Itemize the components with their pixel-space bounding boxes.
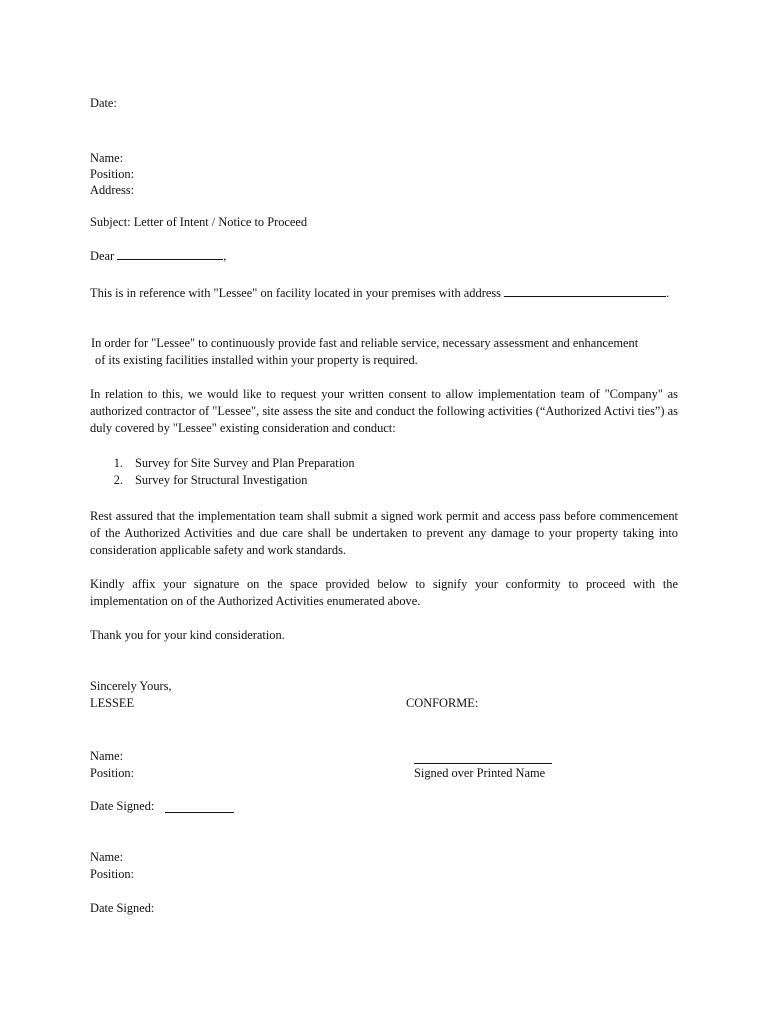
signer-1-name-label: Name: [90, 749, 124, 763]
signed-over-printed-name: Signed over Printed Name [414, 766, 546, 780]
paragraph-1-line-1: In order for "Lessee" to continuously provide fast and reliable service, necessary assessment and enhancement [91, 336, 639, 350]
thanks-line: Thank you for your kind consideration. [90, 628, 285, 642]
addressee-blank [117, 247, 223, 260]
recipient-position-label: Position: [90, 167, 135, 181]
reference-line [90, 284, 669, 302]
salutation-suffix: , [223, 249, 227, 263]
list-number-2: 2. [113, 473, 123, 487]
paragraph-2: In relation to this, we would like to request your written consent to allow implementation team of "Company" as authorized contractor of "Lessee", site assess the site and conduct the following activities (“Authorized Activi ties”) as duly covered by "Lessee" existing consideration and conduct: [90, 387, 678, 435]
recipient-address-label: Address: [90, 183, 135, 197]
reference-text: This is in reference with "Lessee" on facility located in your premises with address [90, 286, 501, 300]
lessee-label: LESSEE [90, 696, 135, 710]
address-blank [504, 284, 666, 297]
signer-2-date-signed-label: Date Signed: [90, 901, 155, 915]
signer-2-name-label: Name: [90, 850, 124, 864]
salutation-prefix: Dear [90, 249, 115, 263]
paragraph-1-line-2: of its existing facilities installed within your property is required. [95, 353, 418, 367]
list-number-1: 1. [113, 456, 123, 470]
salutation [90, 247, 226, 265]
conforme-signature-line [414, 763, 552, 764]
reference-suffix: . [666, 286, 670, 300]
paragraph-4: Kindly affix your signature on the space provided below to signify your conformity to proceed with the implementation on of the Authorized Activities enumerated above. [90, 577, 678, 608]
conforme-label: CONFORME: [406, 696, 479, 710]
recipient-name-label: Name: [90, 151, 124, 165]
signer-2-position-label: Position: [90, 867, 135, 881]
list-item-1: Survey for Site Survey and Plan Preparation [135, 456, 355, 470]
paragraph-3: Rest assured that the implementation team shall submit a signed work permit and access pass before commencement of the Authorized Activities and due care shall be undertaken to prevent any damage to your property taking into consideration applicable safety and work standards. [90, 509, 678, 557]
date-label: Date: [90, 96, 117, 110]
subject-line: Subject: Letter of Intent / Notice to Proceed [90, 215, 308, 229]
signer-1-position-label: Position: [90, 766, 135, 780]
sincerely-line: Sincerely Yours, [90, 679, 172, 693]
signer-1-date-signed-label: Date Signed: [90, 799, 155, 813]
date-signed-line [165, 812, 234, 813]
list-item-2: Survey for Structural Investigation [135, 473, 308, 487]
